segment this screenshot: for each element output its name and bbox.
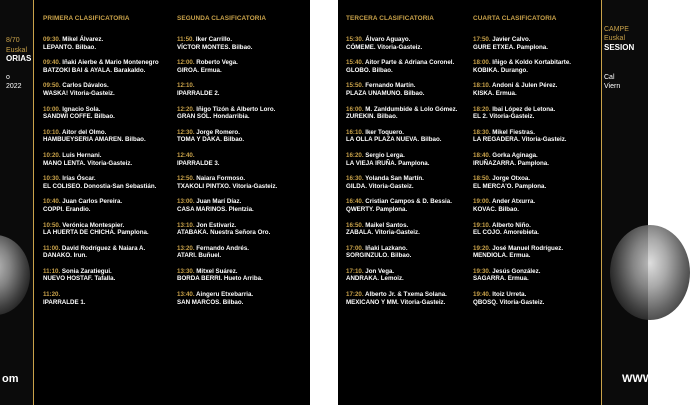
entry-time: 17:50.: [473, 36, 493, 43]
column-segunda: [177, 15, 302, 314]
entry-participant: David Rodríguez & Naiara A.: [61, 244, 146, 252]
entry-venue: QBOSQ. Vitoria-Gasteiz.: [473, 298, 545, 306]
schedule-entry: [346, 59, 471, 82]
entry-venue: IPARRALDE 1.: [43, 298, 86, 306]
entry-participant: Sergio Lerga.: [365, 151, 405, 159]
entry-participant: Sonia Zaratiegui.: [61, 267, 112, 275]
entry-venue: ANDRAKA. Lemoiz.: [346, 275, 404, 283]
right-side-strip: [602, 0, 656, 405]
schedule-entry: [473, 268, 598, 291]
entry-time: 17:10.: [346, 267, 366, 275]
schedule-entry: [43, 152, 168, 175]
entry-time: 18:10.: [473, 82, 493, 90]
entry-participant: Álvaro Aguayo.: [365, 36, 411, 43]
entry-time: 12:00.: [177, 59, 197, 67]
entry-participant: Verónica Montespier.: [62, 221, 125, 229]
entry-time: 12:40.: [177, 151, 195, 159]
entry-participant: Juan Marí Díaz.: [196, 198, 242, 206]
entry-venue: GRAN SOL. Hondarribia.: [177, 113, 250, 121]
entry-time: 13:40.: [177, 291, 197, 299]
entry-participant: Iker Carrillo.: [195, 36, 233, 43]
schedule-entry: [177, 106, 302, 129]
entry-time: 09:40.: [43, 59, 63, 67]
schedule-entry: [43, 198, 168, 221]
entry-participant: Naiara Formoso.: [196, 175, 246, 183]
entry-venue: MEXICANO Y MM. Vitoria-Gasteiz.: [346, 298, 446, 306]
entry-time: 11:50.: [177, 36, 196, 43]
entry-participant: Iñigo Tizón & Alberto Loro.: [196, 105, 276, 113]
entry-time: 16:00.: [346, 105, 366, 113]
section-title: CUARTA CLASIFICATORIA: [473, 15, 557, 22]
glass-image: [610, 225, 690, 320]
schedule-entry: [346, 291, 471, 314]
entry-venue: CÓMEME. Vitoria-Gasteiz.: [346, 43, 423, 51]
schedule-entry: [43, 175, 168, 198]
entry-participant: M. Zanldumbide & Lolo Gómez.: [365, 105, 458, 113]
entry-time: 13:30.: [177, 267, 197, 275]
entry-time: 19:20.: [473, 244, 493, 252]
entry-time: 16:50.: [346, 221, 366, 229]
schedule-entry: [177, 152, 302, 175]
entry-participant: Cristian Campos & D. Bessia.: [365, 198, 452, 206]
entry-venue: BORDA BERRI. Hueto Arriba.: [177, 275, 263, 283]
schedule-entry: [346, 152, 471, 175]
schedule-entry: [346, 175, 471, 198]
schedule-entry: [43, 291, 168, 314]
entry-time: 18:30.: [473, 128, 493, 136]
entry-venue: COPPI. Erandio.: [43, 205, 91, 213]
entry-time: 10:40.: [43, 198, 63, 206]
entry-participant: Javier Calvo.: [492, 36, 531, 43]
schedule-entry: [177, 175, 302, 198]
entry-venue: TXAKOLI PINTXO. Vitoria-Gasteiz.: [177, 182, 278, 190]
schedule-entry: [346, 36, 471, 59]
schedule-entry: [473, 152, 598, 175]
side-text: 8/70: [6, 37, 20, 44]
schedule-entry: [177, 222, 302, 245]
entry-venue: GURE ETXEA. Pamplona.: [473, 43, 548, 51]
schedule-entry: [43, 59, 168, 82]
entry-time: 16:30.: [346, 175, 366, 183]
side-text: SESION: [604, 43, 635, 52]
entry-venue: GLOBO. Bilbao.: [346, 66, 393, 74]
entry-venue: IPARRALDE 2.: [177, 89, 220, 97]
entry-venue: SANDWI COFFE. Bilbao.: [43, 113, 115, 121]
entry-time: 18:20.: [473, 105, 493, 113]
entry-venue: LA VIEJA IRUÑA. Pamplona.: [346, 159, 430, 167]
schedule-entry: [346, 268, 471, 291]
right-panel: [338, 0, 656, 405]
column-primera: [43, 15, 168, 314]
section-title: PRIMERA CLASIFICATORIA: [43, 15, 130, 22]
entry-venue: LA HUERTA DE CHICHA. Pamplona.: [43, 229, 149, 237]
entry-venue: ATABAKA. Nuestra Señora Oro.: [177, 229, 271, 237]
schedule-entry: [177, 268, 302, 291]
entry-time: 17:00.: [346, 244, 366, 252]
entry-participant: Iñaki Lazkano.: [365, 244, 408, 252]
entry-time: 11:20.: [43, 291, 61, 299]
entry-venue: GIROA. Ermua.: [177, 66, 222, 74]
section-title: TERCERA CLASIFICATORIA: [346, 15, 434, 22]
entry-venue: KOBIKA. Durango.: [473, 66, 528, 74]
entry-participant: Ibai López de Letona.: [492, 105, 556, 113]
schedule-entry: [473, 36, 598, 59]
schedule-entry: [473, 106, 598, 129]
schedule-entry: [473, 129, 598, 152]
schedule-entry: [346, 129, 471, 152]
schedule-entry: [43, 36, 168, 59]
entry-time: 10:00.: [43, 105, 63, 113]
entry-participant: Irías Óscar.: [62, 175, 96, 183]
schedule-entry: [473, 82, 598, 105]
side-text: Viern: [604, 83, 621, 90]
entry-time: 19:10.: [473, 221, 493, 229]
entry-participant: Andoni & Julen Pérez.: [492, 82, 558, 90]
left-side-strip: [0, 0, 33, 405]
entry-participant: Ignacio Sola.: [62, 105, 101, 113]
entry-time: 19:00.: [473, 198, 493, 206]
entry-participant: Aitor del Olmo.: [62, 128, 107, 136]
entry-venue: QWERTY. Pamplona.: [346, 205, 408, 213]
entry-venue: WASKA! Vitoria-Gasteiz.: [43, 89, 115, 97]
entry-venue: IRUÑAZARRA. Pamplona.: [473, 159, 549, 167]
entry-time: 16:10.: [346, 128, 366, 136]
entry-time: 18:00.: [473, 59, 493, 67]
entry-participant: Carlos Dávalos.: [62, 82, 109, 90]
section-title: SEGUNDA CLASIFICATORIA: [177, 15, 267, 22]
schedule-entry: [346, 245, 471, 268]
entry-venue: LA REGADERA. Vitoria-Gasteiz.: [473, 136, 567, 144]
glass-image: [0, 235, 30, 315]
column-tercera: [346, 15, 471, 314]
entry-participant: Iñaki Aierbe & Mario Montenegro: [62, 59, 159, 67]
side-text: Cal: [604, 74, 615, 81]
entry-venue: MANO LENTA. Vitoria-Gasteiz.: [43, 159, 133, 167]
entry-participant: Ander Atxurra.: [492, 198, 536, 206]
entry-venue: KOVAC. Bilbao.: [473, 205, 519, 213]
entry-venue: DANAKO. Irun.: [43, 252, 87, 260]
entry-time: 12:50.: [177, 175, 197, 183]
entry-participant: Mitxel Suárez.: [196, 267, 238, 275]
entry-participant: Alberto Niño.: [492, 221, 531, 229]
entry-participant: Fernando Martín.: [365, 82, 416, 90]
schedule-entry: [346, 198, 471, 221]
entry-time: 10:20.: [43, 151, 63, 159]
entry-participant: Yolanda San Martín.: [365, 175, 424, 183]
entry-time: 11:00.: [43, 244, 62, 252]
entry-venue: ATARI. Buñuel.: [177, 252, 222, 260]
entry-venue: IPARRALDE 3.: [177, 159, 220, 167]
entry-venue: HAMBUEYSERIA AMAREN. Bilbao.: [43, 136, 146, 144]
divider: [33, 0, 34, 405]
entry-participant: Iñigo & Koldo Kortabitarte.: [492, 59, 571, 67]
entry-venue: LA OLLA PLAZA NUEVA. Bilbao.: [346, 136, 442, 144]
entry-venue: LEPANTO. Bilbao.: [43, 43, 97, 51]
schedule-entry: [177, 291, 302, 314]
entry-participant: Roberto Vega.: [196, 59, 238, 67]
entry-time: 10:50.: [43, 221, 63, 229]
entry-venue: GILDA. Vitoria-Gasteiz.: [346, 182, 414, 190]
entry-venue: VÍCTOR MONTES. Bilbao.: [177, 43, 253, 51]
entry-time: 12:10.: [177, 82, 195, 90]
entry-participant: Itoiz Urreta.: [492, 291, 527, 299]
entry-participant: Fernando Andrés.: [196, 244, 249, 252]
schedule-entry: [346, 222, 471, 245]
entry-venue: EL 2. Vitoria-Gasteiz.: [473, 113, 535, 121]
side-text: Euskal: [604, 35, 626, 42]
entry-participant: Aingeru Etxebarria.: [196, 291, 254, 299]
schedule-entry: [177, 59, 302, 82]
entry-venue: ZABALA. Vitoria-Gasteiz.: [346, 229, 420, 237]
entry-venue: CASA MARINOS. Plentzia.: [177, 205, 254, 213]
website-url: om: [2, 373, 19, 385]
schedule-entry: [177, 82, 302, 105]
side-text: 2022: [6, 83, 22, 90]
entry-time: 09:50.: [43, 82, 63, 90]
entry-time: 19:40.: [473, 291, 493, 299]
entry-venue: MENDIOLA. Ermua.: [473, 252, 531, 260]
entry-participant: Luis Hernani.: [62, 151, 102, 159]
entry-time: 13:20.: [177, 244, 197, 252]
schedule-entry: [177, 129, 302, 152]
entry-time: 13:10.: [177, 221, 197, 229]
schedule-entry: [473, 198, 598, 221]
entry-venue: EL MERCA'O. Pamplona.: [473, 182, 547, 190]
schedule-entry: [43, 245, 168, 268]
entry-participant: Maikel Santos.: [365, 221, 409, 229]
schedule-entry: [43, 106, 168, 129]
entry-participant: Mikel Fiestras.: [492, 128, 535, 136]
entry-time: 18:50.: [473, 175, 493, 183]
entry-time: 12:20.: [177, 105, 197, 113]
side-text: o: [6, 74, 10, 81]
entry-participant: Juan Carlos Pereira.: [62, 198, 123, 206]
schedule-entry: [473, 59, 598, 82]
left-panel: [0, 0, 310, 405]
schedule-entry: [473, 175, 598, 198]
entry-participant: José Manuel Rodríguez.: [492, 244, 564, 252]
schedule-entry: [346, 82, 471, 105]
entry-time: 15:30.: [346, 36, 366, 43]
website-url: WWW.: [622, 373, 656, 385]
entry-venue: EL COJO. Amorebieta.: [473, 229, 540, 237]
entry-time: 19:30.: [473, 267, 493, 275]
schedule-entry: [43, 82, 168, 105]
entry-participant: Alberto Jr. & Txema Solana.: [365, 291, 447, 299]
entry-participant: Mikel Álvarez.: [62, 36, 104, 43]
schedule-entry: [43, 222, 168, 245]
schedule-entry: [177, 198, 302, 221]
column-cuarta: [473, 15, 598, 314]
schedule-entry: [346, 106, 471, 129]
entry-venue: BATZOKI BAI & AYALA. Barakaldo.: [43, 66, 146, 74]
entry-participant: Aitor Parte & Adriana Coronel.: [365, 59, 455, 67]
entry-participant: Iker Toquero.: [365, 128, 405, 136]
entry-venue: TOMA Y DAKA. Bilbao.: [177, 136, 245, 144]
schedule-entry: [43, 129, 168, 152]
entry-venue: KISKA. Ermua.: [473, 89, 517, 97]
side-text: CAMPE: [604, 26, 629, 33]
entry-venue: SORGINZULO. Bilbao.: [346, 252, 412, 260]
entry-venue: EL COLISEO. Donostia-San Sebastián.: [43, 182, 157, 190]
schedule-entry: [177, 36, 302, 59]
side-text: Euskal: [6, 47, 28, 54]
entry-participant: Jon Vega.: [365, 267, 395, 275]
entry-time: 09:30.: [43, 36, 63, 43]
schedule-entry: [177, 245, 302, 268]
entry-time: 10:10.: [43, 128, 63, 136]
schedule-entry: [473, 291, 598, 314]
entry-time: 18:40.: [473, 151, 493, 159]
side-text: ORIAS: [6, 54, 32, 63]
entry-participant: Jesús González.: [492, 267, 541, 275]
schedule-entry: [43, 268, 168, 291]
entry-time: 15:40.: [346, 59, 366, 67]
entry-participant: Jon Estivariz.: [196, 221, 237, 229]
entry-time: 16:40.: [346, 198, 366, 206]
entry-participant: Jorge Romero.: [196, 128, 240, 136]
entry-venue: SAN MARCOS. Bilbao.: [177, 298, 244, 306]
entry-time: 13:00.: [177, 198, 197, 206]
entry-participant: Jorge Otxoa.: [492, 175, 531, 183]
entry-time: 12:30.: [177, 128, 197, 136]
entry-time: 10:30.: [43, 175, 63, 183]
entry-time: 15:50.: [346, 82, 366, 90]
entry-participant: Gorka Aginaga.: [492, 151, 538, 159]
entry-venue: PLAZA UNAMUNO. Bilbao.: [346, 89, 425, 97]
schedule-entry: [473, 222, 598, 245]
entry-time: 11:10.: [43, 267, 62, 275]
entry-venue: NUEVO HOSTAF. Tafalla.: [43, 275, 116, 283]
entry-time: 16:20.: [346, 151, 366, 159]
schedule-entry: [473, 245, 598, 268]
entry-time: 17:20.: [346, 291, 366, 299]
entry-venue: ZUREKIN. Bilbao.: [346, 113, 398, 121]
entry-venue: SAGARRA. Ermua.: [473, 275, 529, 283]
